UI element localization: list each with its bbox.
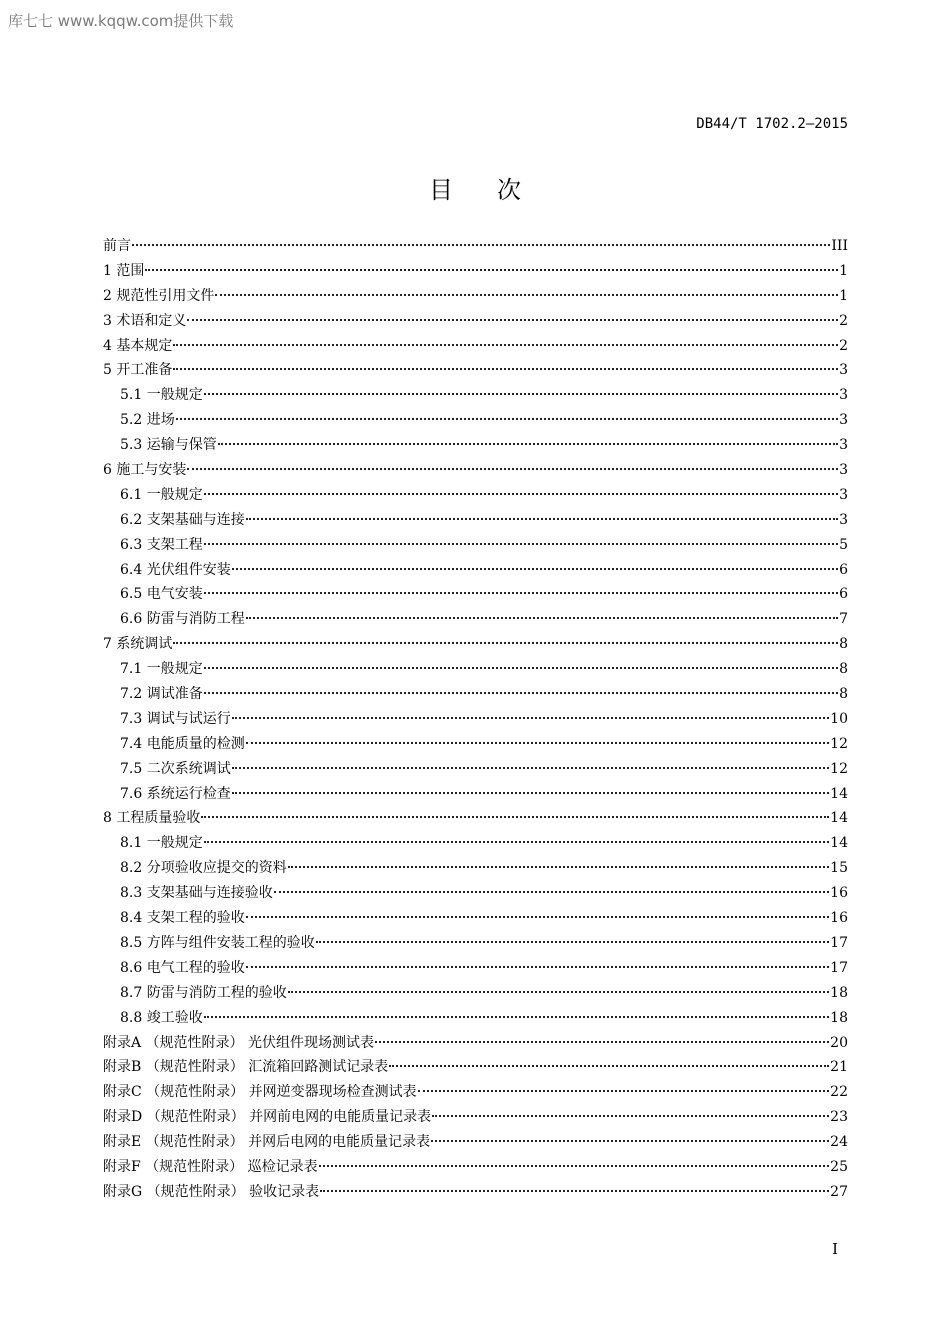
toc-entry[interactable] — [103, 1031, 848, 1056]
toc-entry[interactable] — [103, 1055, 848, 1080]
toc-entry[interactable] — [103, 682, 848, 707]
toc-entry-page: 3 — [839, 362, 848, 379]
toc-entry[interactable] — [103, 657, 848, 682]
toc-entry-page: III — [831, 238, 848, 254]
toc-entry[interactable] — [103, 408, 848, 433]
toc-entry-page: 27 — [830, 1183, 848, 1200]
toc-entry[interactable] — [103, 383, 848, 408]
toc-entry[interactable] — [103, 1080, 848, 1105]
toc-entry-label: 2 规范性引用文件 — [103, 287, 215, 304]
toc-entry-label: 6.2 支架基础与连接 — [120, 511, 245, 528]
toc-entry[interactable] — [103, 757, 848, 782]
toc-entry-label: 8.3 支架基础与连接验收 — [120, 885, 273, 902]
toc-entry-label: 6.5 电气安装 — [120, 586, 203, 603]
toc-entry-page: 12 — [830, 735, 848, 752]
toc-entry-page: 18 — [830, 1009, 848, 1026]
toc-entry-label: 附录D （规范性附录） 并网前电网的电能质量记录表 — [103, 1109, 432, 1126]
toc-dot-leader — [187, 319, 838, 321]
toc-entry[interactable] — [103, 632, 848, 657]
toc-entry-page: 18 — [830, 984, 848, 1001]
toc-dot-leader — [246, 617, 838, 619]
toc-entry-label: 7.6 系统运行检查 — [120, 785, 231, 802]
toc-entry-page: 2 — [839, 337, 848, 354]
toc-entry-page: 8 — [839, 661, 848, 678]
table-of-contents — [103, 234, 848, 1205]
toc-entry[interactable] — [103, 533, 848, 558]
toc-entry-label: 附录F （规范性附录） 巡检记录表 — [103, 1158, 318, 1175]
toc-dot-leader — [204, 1016, 829, 1018]
toc-entry-page: 3 — [839, 412, 848, 429]
toc-entry[interactable] — [103, 582, 848, 607]
toc-entry-page: 17 — [830, 934, 848, 951]
toc-entry[interactable] — [103, 782, 848, 807]
toc-entry-page: 17 — [830, 959, 848, 976]
toc-dot-leader — [204, 543, 838, 545]
toc-entry[interactable] — [103, 1130, 848, 1155]
toc-dot-leader — [320, 1190, 829, 1192]
toc-entry-label: 5.1 一般规定 — [120, 387, 203, 404]
toc-dot-leader — [246, 742, 829, 744]
toc-entry-label: 5.2 进场 — [120, 412, 175, 429]
toc-entry-label: 附录C （规范性附录） 并网逆变器现场检查测试表 — [103, 1084, 417, 1101]
toc-entry-page: 8 — [839, 686, 848, 703]
toc-dot-leader — [204, 667, 838, 669]
toc-entry[interactable] — [103, 707, 848, 732]
toc-entry-page: 6 — [839, 586, 848, 603]
toc-entry-label: 7.2 调试准备 — [120, 686, 203, 703]
toc-entry-label: 8.2 分项验收应提交的资料 — [120, 860, 287, 877]
toc-dot-leader — [145, 269, 838, 271]
toc-dot-leader — [319, 1165, 830, 1167]
toc-entry[interactable] — [103, 558, 848, 583]
toc-entry-page: 8 — [839, 636, 848, 653]
toc-entry-label: 7.4 电能质量的检测 — [120, 735, 245, 752]
toc-entry-label: 7.1 一般规定 — [120, 661, 203, 678]
toc-entry[interactable] — [103, 981, 848, 1006]
toc-entry[interactable] — [103, 458, 848, 483]
toc-entry-page: 3 — [839, 437, 848, 454]
toc-dot-leader — [232, 792, 829, 794]
toc-entry[interactable] — [103, 607, 848, 632]
toc-entry-label: 7 系统调试 — [103, 636, 173, 653]
toc-entry-label: 8.7 防雷与消防工程的验收 — [120, 984, 287, 1001]
toc-dot-leader — [316, 941, 829, 943]
toc-entry-page: 2 — [839, 312, 848, 329]
toc-entry[interactable] — [103, 906, 848, 931]
toc-dot-leader — [204, 692, 838, 694]
toc-entry-page: 15 — [830, 860, 848, 877]
toc-entry[interactable] — [103, 856, 848, 881]
toc-entry-page: 14 — [830, 810, 848, 827]
toc-entry-page: 10 — [830, 710, 848, 727]
toc-dot-leader — [274, 891, 829, 893]
toc-entry-label: 3 术语和定义 — [103, 312, 187, 329]
toc-dot-leader — [204, 841, 829, 843]
toc-entry-page: 14 — [830, 785, 848, 802]
toc-entry[interactable] — [103, 806, 848, 831]
toc-entry-page: 25 — [830, 1158, 848, 1175]
toc-entry[interactable] — [103, 234, 848, 259]
toc-entry[interactable] — [103, 831, 848, 856]
toc-dot-leader — [173, 368, 838, 370]
toc-entry-label: 6.1 一般规定 — [120, 486, 203, 503]
toc-entry[interactable] — [103, 1180, 848, 1205]
toc-entry-label: 6.4 光伏组件安装 — [120, 561, 231, 578]
toc-entry-page: 24 — [830, 1134, 848, 1151]
toc-entry-page: 3 — [839, 462, 848, 479]
toc-entry-label: 4 基本规定 — [103, 337, 173, 354]
toc-entry[interactable] — [103, 956, 848, 981]
toc-entry-label: 附录G （规范性附录） 验收记录表 — [103, 1183, 320, 1200]
toc-entry[interactable] — [103, 358, 848, 383]
toc-dot-leader — [176, 418, 838, 420]
toc-dot-leader — [173, 642, 838, 644]
toc-entry-label: 6.6 防雷与消防工程 — [120, 611, 245, 628]
toc-entry[interactable] — [103, 483, 848, 508]
toc-entry-label: 8 工程质量验收 — [103, 810, 201, 827]
toc-entry[interactable] — [103, 1105, 848, 1130]
toc-entry-page: 20 — [830, 1034, 848, 1051]
toc-dot-leader — [232, 717, 829, 719]
toc-dot-leader — [232, 568, 838, 570]
toc-entry-label: 5 开工准备 — [103, 362, 173, 379]
toc-entry-label: 5.3 运输与保管 — [120, 437, 217, 454]
toc-entry-label: 8.5 方阵与组件安装工程的验收 — [120, 934, 315, 951]
toc-dot-leader — [418, 1090, 830, 1092]
document-code: DB44/T 1702.2—2015 — [696, 116, 848, 132]
toc-entry-page: 12 — [830, 760, 848, 777]
toc-entry[interactable] — [103, 508, 848, 533]
toc-entry-label: 8.1 一般规定 — [120, 835, 203, 852]
toc-entry-page: 21 — [830, 1059, 848, 1076]
toc-entry-label: 7.5 二次系统调试 — [120, 760, 231, 777]
toc-entry-page: 1 — [839, 262, 848, 279]
toc-entry-page: 3 — [839, 511, 848, 528]
toc-dot-leader — [246, 518, 838, 520]
toc-dot-leader — [132, 244, 830, 246]
toc-dot-leader — [246, 916, 829, 918]
toc-entry-page: 7 — [839, 611, 848, 628]
toc-dot-leader — [246, 966, 829, 968]
toc-entry[interactable] — [103, 309, 848, 334]
watermark-text: 库七七 www.kqqw.com提供下载 — [8, 12, 234, 30]
toc-entry[interactable] — [103, 881, 848, 906]
toc-entry-page: 14 — [830, 835, 848, 852]
toc-entry-label: 8.4 支架工程的验收 — [120, 910, 245, 927]
toc-entry-label: 附录E （规范性附录） 并网后电网的电能质量记录表 — [103, 1134, 431, 1151]
toc-entry-label: 附录B （规范性附录） 汇流箱回路测试记录表 — [103, 1059, 389, 1076]
toc-dot-leader — [204, 493, 838, 495]
toc-entry-label: 1 范围 — [103, 262, 145, 279]
page-number: I — [832, 1240, 838, 1258]
toc-dot-leader — [204, 592, 838, 594]
toc-entry[interactable] — [103, 433, 848, 458]
toc-dot-leader — [173, 344, 838, 346]
toc-dot-leader — [431, 1140, 829, 1142]
toc-entry-page: 5 — [839, 536, 848, 553]
toc-entry-label: 8.8 竣工验收 — [120, 1009, 203, 1026]
toc-entry[interactable] — [103, 334, 848, 359]
toc-entry-page: 6 — [839, 561, 848, 578]
toc-entry[interactable] — [103, 284, 848, 309]
toc-entry[interactable] — [103, 931, 848, 956]
toc-entry-label: 附录A （规范性附录） 光伏组件现场测试表 — [103, 1034, 375, 1051]
toc-dot-leader — [375, 1041, 829, 1043]
toc-entry-label: 6.3 支架工程 — [120, 536, 203, 553]
toc-title: 目次 — [429, 176, 565, 204]
toc-entry-page: 23 — [830, 1109, 848, 1126]
toc-entry[interactable] — [103, 259, 848, 284]
toc-entry-page: 16 — [830, 910, 848, 927]
toc-dot-leader — [389, 1065, 829, 1067]
toc-dot-leader — [288, 991, 829, 993]
toc-entry-page: 22 — [830, 1084, 848, 1101]
toc-entry-label: 7.3 调试与试运行 — [120, 710, 231, 727]
toc-dot-leader — [201, 816, 829, 818]
toc-entry-label: 6 施工与安装 — [103, 462, 187, 479]
toc-entry-label: 前言 — [103, 238, 131, 254]
toc-dot-leader — [204, 393, 838, 395]
toc-entry[interactable] — [103, 1155, 848, 1180]
toc-entry-page: 3 — [839, 486, 848, 503]
toc-entry-page: 16 — [830, 885, 848, 902]
toc-entry-page: 1 — [839, 287, 848, 304]
toc-entry[interactable] — [103, 1006, 848, 1031]
toc-dot-leader — [218, 443, 838, 445]
toc-dot-leader — [432, 1115, 829, 1117]
toc-dot-leader — [215, 294, 838, 296]
toc-dot-leader — [187, 468, 838, 470]
toc-dot-leader — [232, 767, 829, 769]
toc-dot-leader — [288, 866, 829, 868]
toc-entry-page: 3 — [839, 387, 848, 404]
toc-entry-label: 8.6 电气工程的验收 — [120, 959, 245, 976]
toc-entry[interactable] — [103, 732, 848, 757]
